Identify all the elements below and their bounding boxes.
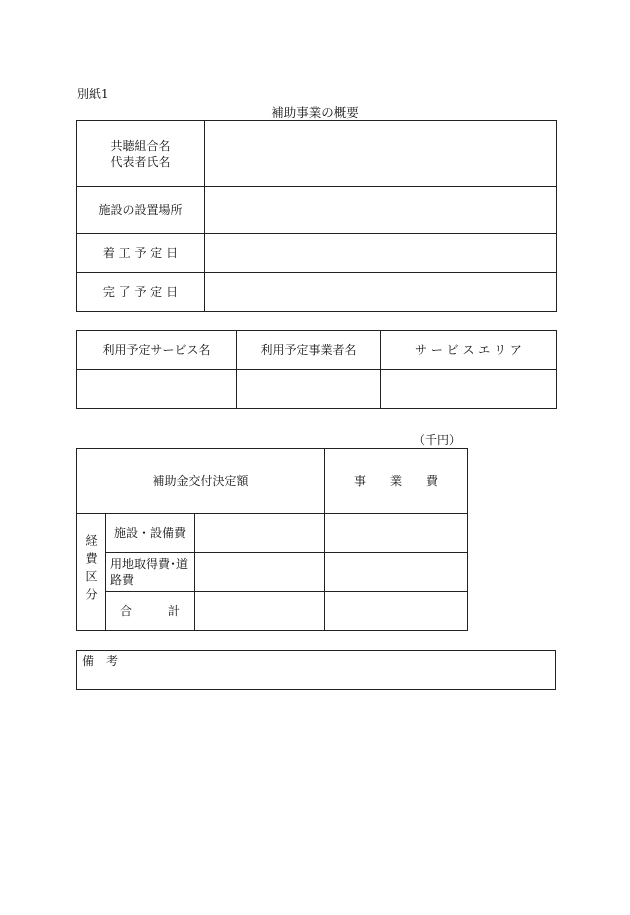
- project-cost-header: 事 業 費: [325, 449, 468, 514]
- association-value-cell: [205, 121, 557, 187]
- total-project: [325, 592, 468, 631]
- service-table: [76, 330, 557, 409]
- unit-label: （千円）: [413, 433, 462, 447]
- cost-table: [76, 448, 468, 631]
- table-row: [77, 370, 557, 409]
- service-area-value: [381, 370, 557, 409]
- table-row: [77, 187, 557, 234]
- service-name-value: [77, 370, 237, 409]
- completion-date-label: 完 了 予 定 日: [77, 273, 205, 312]
- total-subsidy: [195, 592, 325, 631]
- expense-category-label: 経費区分: [84, 534, 98, 606]
- service-name-header: 利用予定サービス名: [77, 331, 237, 370]
- installation-location-value: [205, 187, 557, 234]
- provider-name-header: 利用予定事業者名: [237, 331, 381, 370]
- total-label: 合 計: [106, 592, 195, 631]
- provider-name-value: [237, 370, 381, 409]
- facility-cost-project: [325, 514, 468, 553]
- installation-location-label: 施設の設置場所: [77, 187, 205, 234]
- document-title: 補助事業の概要: [271, 105, 359, 120]
- facility-cost-subsidy: [195, 514, 325, 553]
- remarks-label: 備 考: [82, 654, 119, 668]
- appendix-label: 別紙1: [77, 87, 109, 101]
- service-area-header: サ ー ビ ス エ リ ア: [381, 331, 557, 370]
- table-row: [77, 234, 557, 273]
- land-road-cost-label: 用地取得費･道: [110, 557, 189, 571]
- land-road-cost-label-cell: [106, 553, 195, 592]
- start-date-label: 着 工 予 定 日: [77, 234, 205, 273]
- association-label-cell: [77, 121, 205, 187]
- land-road-cost-label-cont: 路費: [110, 573, 135, 587]
- association-name-label: 共聴組合名: [110, 138, 171, 153]
- land-road-cost-project: [325, 553, 468, 592]
- table-row: [77, 331, 557, 370]
- table-row: [77, 553, 468, 592]
- table-row: [77, 449, 468, 514]
- table-row: [77, 273, 557, 312]
- facility-cost-label: 施設・設備費: [106, 514, 195, 553]
- table-row: [77, 121, 557, 187]
- expense-category-cell: [77, 514, 106, 631]
- subsidy-amount-header: 補助金交付決定額: [77, 449, 325, 514]
- table-row: [77, 592, 468, 631]
- table-row: [77, 514, 468, 553]
- completion-date-value: [205, 273, 557, 312]
- representative-name-label: 代表者氏名: [110, 154, 171, 169]
- land-road-cost-subsidy: [195, 553, 325, 592]
- start-date-value: [205, 234, 557, 273]
- project-info-table: [76, 120, 557, 312]
- remarks-box: [76, 650, 556, 690]
